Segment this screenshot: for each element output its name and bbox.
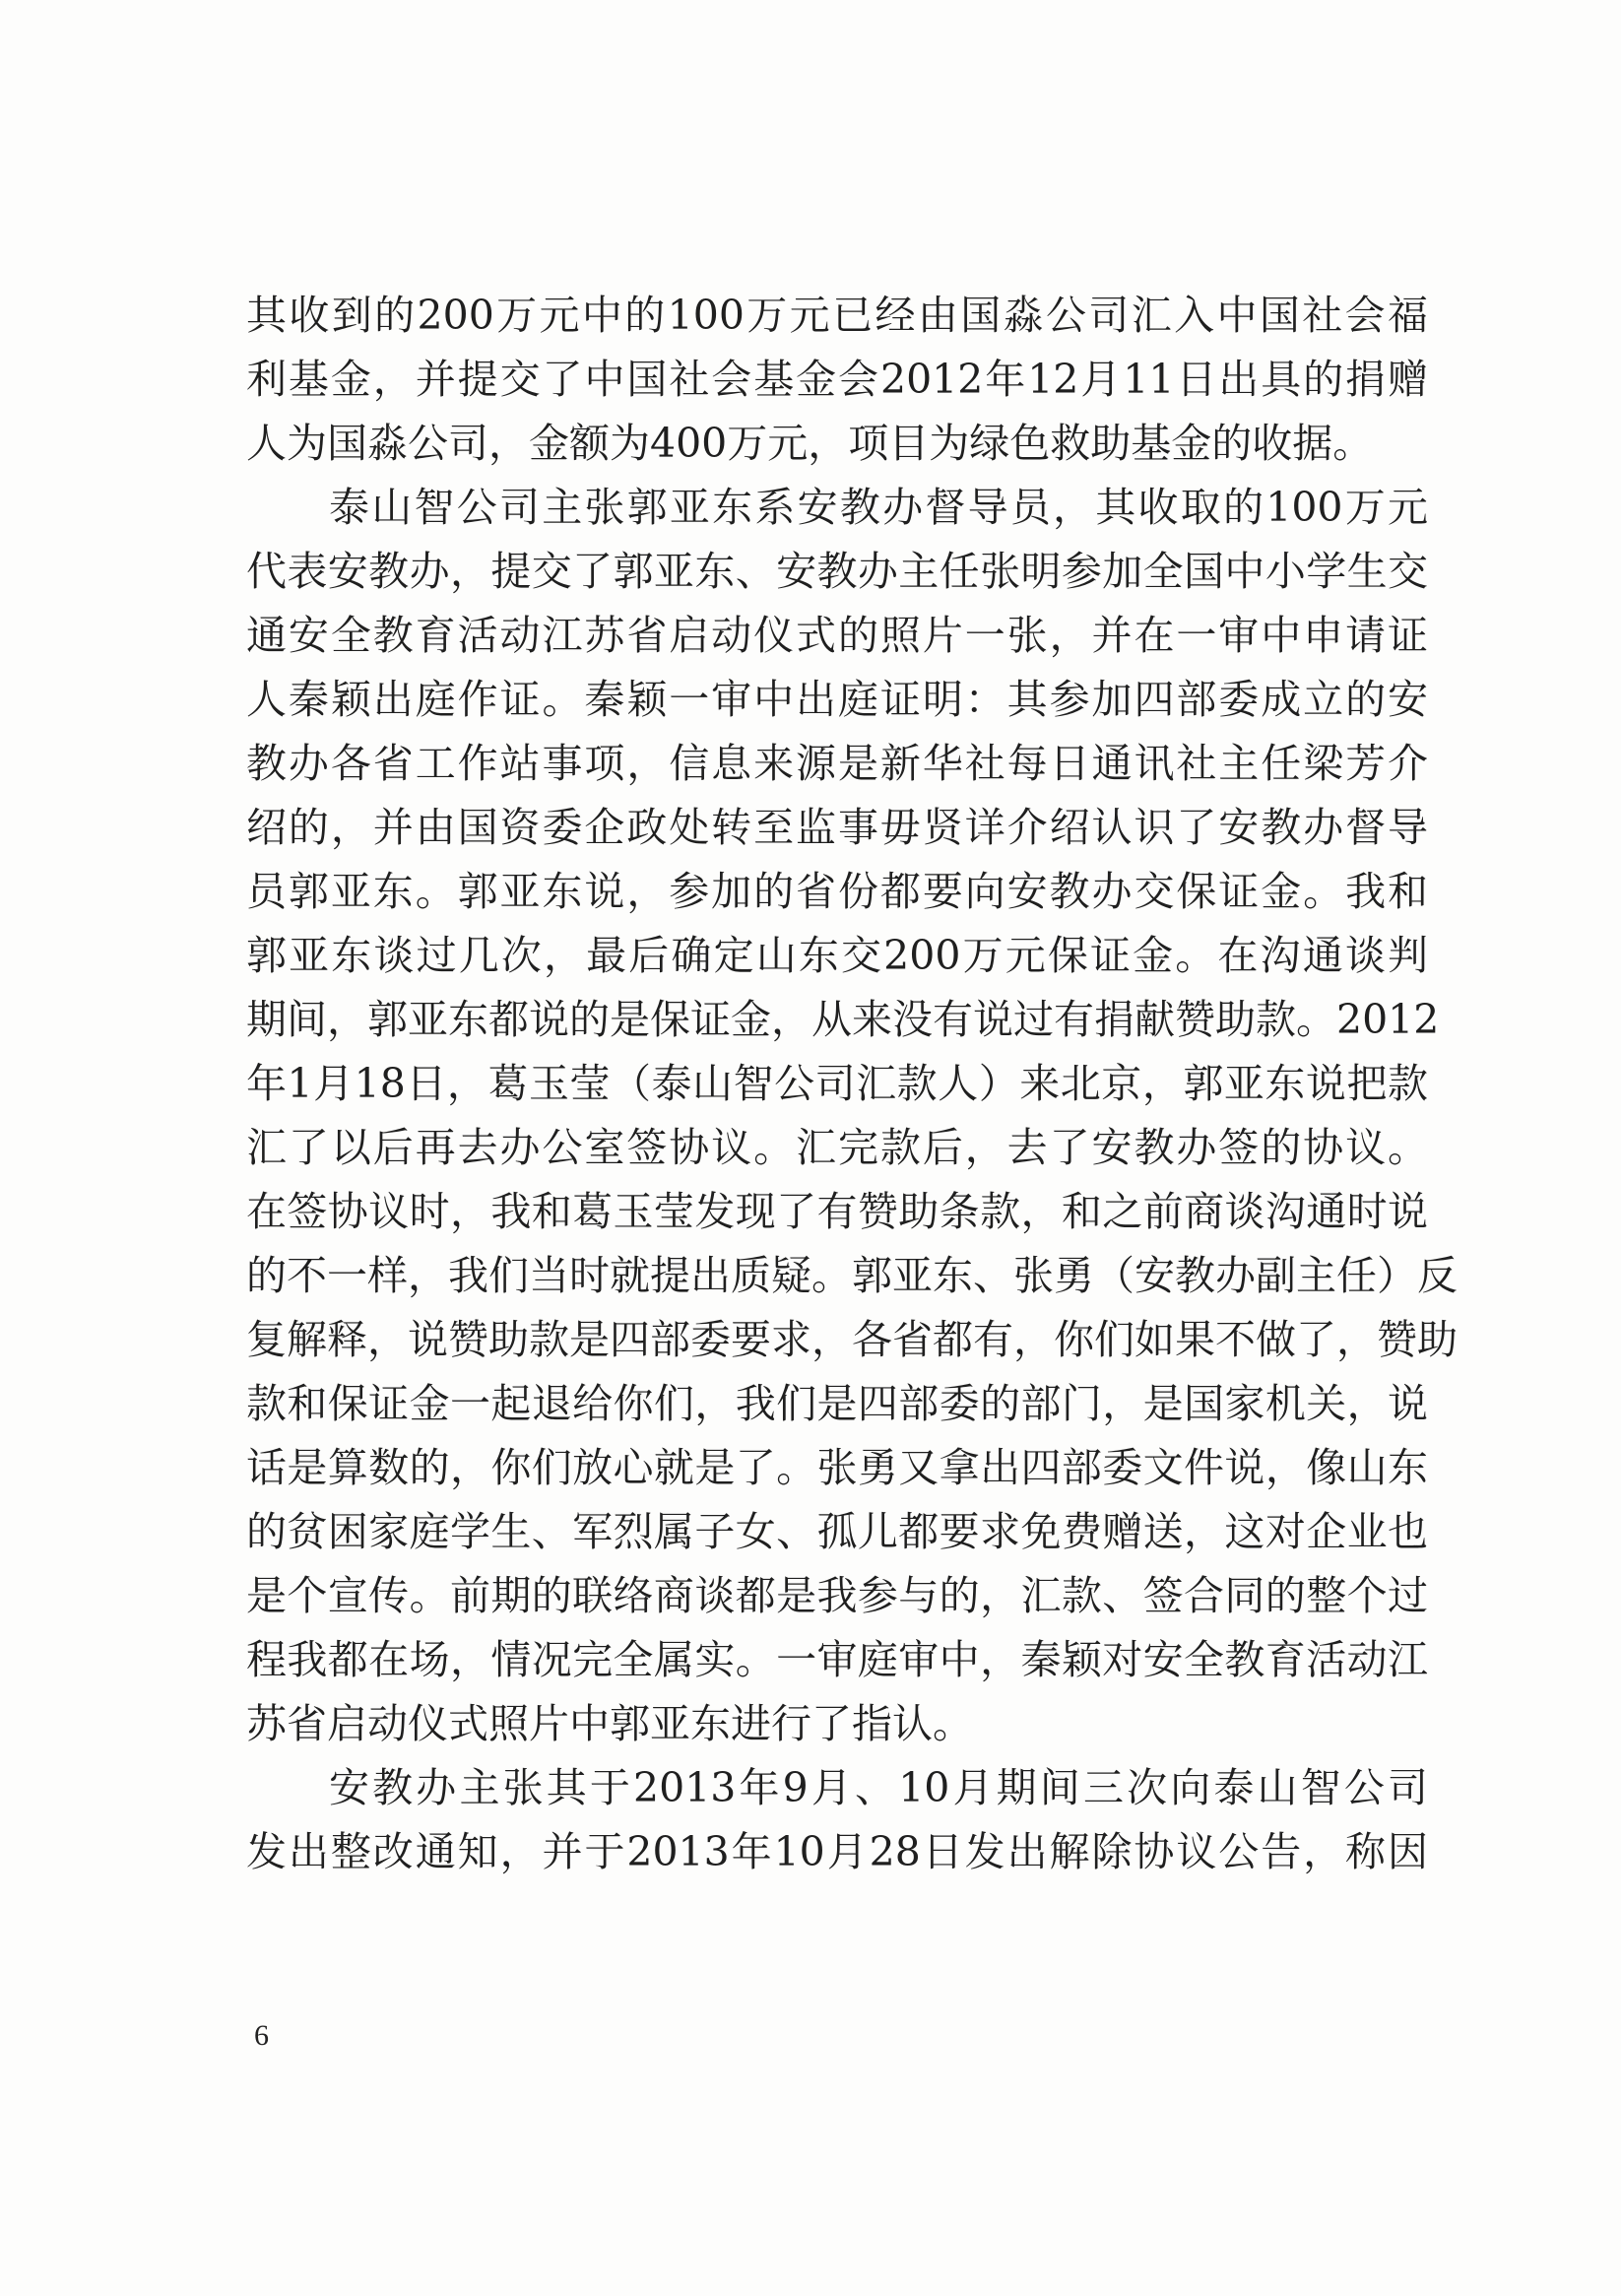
text-line: 人为国淼公司，金额为400万元，项目为绿色救助基金的收据。 bbox=[246, 420, 1374, 467]
text-line: 代表安教办，提交了郭亚东、安教办主任张明参加全国中小学生交 bbox=[246, 548, 1428, 595]
text-line: 通安全教育活动江苏省启动仪式的照片一张，并在一审中申请证 bbox=[246, 612, 1428, 659]
text-line: 在签协议时，我和葛玉莹发现了有赞助条款，和之前商谈沟通时说 bbox=[246, 1188, 1428, 1235]
text-line: 发出整改通知，并于2013年10月28日发出解除协议公告，称因 bbox=[246, 1828, 1428, 1875]
text-line: 复解释，说赞助款是四部委要求，各省都有，你们如果不做了，赞助 bbox=[246, 1316, 1458, 1363]
text-line: 其收到的200万元中的100万元已经由国淼公司汇入中国社会福 bbox=[246, 292, 1428, 339]
text-line: 的贫困家庭学生、军烈属子女、孤儿都要求免费赠送，这对企业也 bbox=[246, 1508, 1428, 1555]
text-line: 员郭亚东。郭亚东说，参加的省份都要向安教办交保证金。我和 bbox=[246, 868, 1428, 915]
text-line: 泰山智公司主张郭亚东系安教办督导员，其收取的100万元 bbox=[329, 484, 1428, 531]
text-line: 的不一样，我们当时就提出质疑。郭亚东、张勇（安教办副主任）反 bbox=[246, 1252, 1458, 1299]
page-number: 6 bbox=[254, 2019, 269, 2052]
text-line: 款和保证金一起退给你们，我们是四部委的部门，是国家机关，说 bbox=[246, 1380, 1428, 1427]
text-line: 郭亚东谈过几次，最后确定山东交200万元保证金。在沟通谈判 bbox=[246, 932, 1428, 979]
text-line: 利基金，并提交了中国社会基金会2012年12月11日出具的捐赠 bbox=[246, 356, 1428, 403]
text-line: 程我都在场，情况完全属实。一审庭审中，秦颖对安全教育活动江 bbox=[246, 1636, 1428, 1683]
document-body bbox=[246, 284, 1458, 1884]
text-line: 是个宣传。前期的联络商谈都是我参与的，汇款、签合同的整个过 bbox=[246, 1572, 1428, 1619]
text-line: 话是算数的，你们放心就是了。张勇又拿出四部委文件说，像山东 bbox=[246, 1444, 1428, 1491]
text-line: 汇了以后再去办公室签协议。汇完款后，去了安教办签的协议。 bbox=[246, 1124, 1428, 1171]
text-line: 苏省启动仪式照片中郭亚东进行了指认。 bbox=[246, 1700, 973, 1747]
text-line: 教办各省工作站事项，信息来源是新华社每日通讯社主任梁芳介 bbox=[246, 740, 1428, 787]
text-line: 安教办主张其于2013年9月、10月期间三次向泰山智公司 bbox=[329, 1764, 1428, 1811]
text-line: 年1月18日，葛玉莹（泰山智公司汇款人）来北京，郭亚东说把款 bbox=[246, 1060, 1428, 1107]
text-line: 人秦颖出庭作证。秦颖一审中出庭证明：其参加四部委成立的安 bbox=[246, 676, 1428, 723]
text-line: 期间，郭亚东都说的是保证金，从来没有说过有捐献赞助款。2012 bbox=[246, 996, 1440, 1043]
text-line: 绍的，并由国资委企政处转至监事毋贤详介绍认识了安教办督导 bbox=[246, 804, 1428, 851]
